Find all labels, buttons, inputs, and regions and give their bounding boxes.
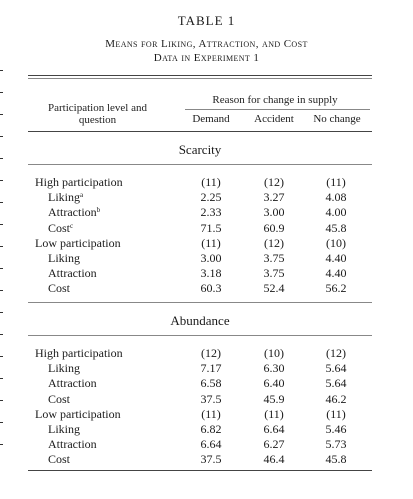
row-label-text: Low participation <box>35 235 121 250</box>
table-cell: 5.64 <box>325 376 347 391</box>
footnote-marker: a <box>80 191 84 200</box>
table-cell: 5.64 <box>325 361 347 376</box>
row-label <box>48 282 70 295</box>
scarcity-bottom-rule <box>28 302 372 303</box>
row-label <box>35 237 121 250</box>
row-label <box>48 252 80 265</box>
table-cell: 6.64 <box>200 437 222 452</box>
table-cell: 71.5 <box>200 220 222 235</box>
table-cell: 3.75 <box>263 266 285 281</box>
row-label-text: Cost <box>48 391 71 406</box>
row-label-text: Low participation <box>35 406 121 421</box>
table-subtitle <box>0 37 413 65</box>
row-label-text: Cost <box>48 281 71 296</box>
table-subtitle-line-2: Data in Experiment 1 <box>153 52 260 64</box>
table-title: TABLE 1 <box>177 13 236 28</box>
table-cell: (10) <box>326 235 346 250</box>
row-label <box>48 393 70 406</box>
table-cell: 45.9 <box>263 391 285 406</box>
table-row <box>0 176 413 189</box>
table-row <box>0 222 413 235</box>
table-row <box>0 267 413 280</box>
row-label-text: High participation <box>35 346 123 360</box>
table-cell: 46.2 <box>325 391 347 406</box>
top-rule <box>28 75 372 76</box>
table-cell: 2.25 <box>200 190 222 205</box>
table-row <box>0 393 413 406</box>
table-cell: 6.82 <box>200 422 222 436</box>
table-cell: 45.8 <box>325 220 347 235</box>
row-label <box>48 267 97 280</box>
table-cell: 6.27 <box>263 437 285 452</box>
row-label <box>35 347 123 360</box>
table-cell: (12) <box>264 235 284 250</box>
column-header-no-change: No change <box>313 113 361 125</box>
row-label-text: Attraction <box>48 205 97 220</box>
table-cell: (10) <box>264 346 284 360</box>
row-label <box>35 176 123 189</box>
table-row <box>0 282 413 295</box>
table-row <box>0 362 413 375</box>
row-label <box>48 377 97 390</box>
table-cell: 37.5 <box>200 391 222 406</box>
table-cell: 4.08 <box>325 190 347 205</box>
table-cell: 3.00 <box>263 205 285 220</box>
table-cell: 3.27 <box>263 190 285 205</box>
scarcity-rule <box>28 164 372 165</box>
table-cell: 4.40 <box>325 266 347 281</box>
table-row <box>0 453 413 466</box>
table-row <box>0 347 413 360</box>
footnote-marker: b <box>96 206 101 215</box>
row-label <box>48 191 83 204</box>
table-cell: 6.40 <box>263 376 285 391</box>
row-label-text: Cost <box>48 220 71 235</box>
table-cell: 3.18 <box>200 266 222 281</box>
row-label-text: Attraction <box>48 437 97 452</box>
table-row <box>0 252 413 265</box>
column-header-demand: Demand <box>192 113 230 125</box>
table-cell: 52.4 <box>263 281 285 296</box>
section-title-abundance: Abundance <box>170 313 230 328</box>
row-label <box>48 222 73 235</box>
row-label-text: Liking <box>48 251 80 265</box>
row-label-text: Liking <box>48 190 80 205</box>
table-cell: 60.9 <box>263 220 285 235</box>
abundance-rule <box>28 335 372 336</box>
row-label <box>48 453 70 466</box>
column-group-rule <box>185 109 370 110</box>
row-label-text: Attraction <box>48 376 97 391</box>
table-row <box>0 377 413 390</box>
table-row <box>0 408 413 421</box>
table-cell: (11) <box>201 406 221 421</box>
table-row <box>0 423 413 436</box>
table-cell: (12) <box>326 346 346 360</box>
table-cell: 5.73 <box>325 437 347 452</box>
table-row <box>0 206 413 219</box>
table-cell: 6.30 <box>263 361 285 376</box>
table-row <box>0 438 413 451</box>
table-cell: (11) <box>326 406 346 421</box>
row-header-line-2: question <box>78 114 117 126</box>
table-cell: 4.40 <box>325 251 347 265</box>
table-cell: 5.46 <box>325 422 347 436</box>
column-header-accident: Accident <box>254 113 294 125</box>
table-cell: 7.17 <box>200 361 222 376</box>
table-cell: 45.8 <box>325 452 347 467</box>
bottom-rule <box>28 470 372 471</box>
table-row <box>0 191 413 204</box>
table-cell: (11) <box>201 175 221 189</box>
row-label-text: Cost <box>48 452 71 467</box>
section-title-scarcity: Scarcity <box>178 142 222 157</box>
table-cell: 4.00 <box>325 205 347 220</box>
table-cell: 2.33 <box>200 205 222 220</box>
table-cell: (11) <box>326 175 346 189</box>
table-cell: 3.75 <box>263 251 285 265</box>
table-cell: (12) <box>264 175 284 189</box>
table-subtitle-line-1: Means for Liking, Attraction, and Cost <box>105 38 308 50</box>
table-cell: 46.4 <box>263 452 285 467</box>
table-cell: 6.58 <box>200 376 222 391</box>
row-label <box>48 423 80 436</box>
row-label <box>48 438 97 451</box>
table-cell: 3.00 <box>200 251 222 265</box>
row-label <box>48 206 100 219</box>
row-label <box>35 408 121 421</box>
footnote-marker: c <box>70 221 74 230</box>
table-cell: 60.3 <box>200 281 222 296</box>
top-rule-double <box>28 78 372 79</box>
row-header <box>30 102 165 126</box>
row-label-text: High participation <box>35 175 123 189</box>
table-cell: (12) <box>201 346 221 360</box>
header-rule <box>28 131 372 132</box>
table-cell: 37.5 <box>200 452 222 467</box>
table-cell: (11) <box>201 235 221 250</box>
row-header-line-1: Participation level and <box>48 102 147 114</box>
table-row <box>0 237 413 250</box>
row-label <box>48 362 80 375</box>
row-label-text: Liking <box>48 422 80 436</box>
row-label-text: Liking <box>48 361 80 376</box>
table-cell: 6.64 <box>263 422 285 436</box>
row-label-text: Attraction <box>48 266 97 281</box>
column-group-header: Reason for change in supply <box>212 94 338 106</box>
table-cell: (11) <box>264 406 284 421</box>
table-cell: 56.2 <box>325 281 347 296</box>
